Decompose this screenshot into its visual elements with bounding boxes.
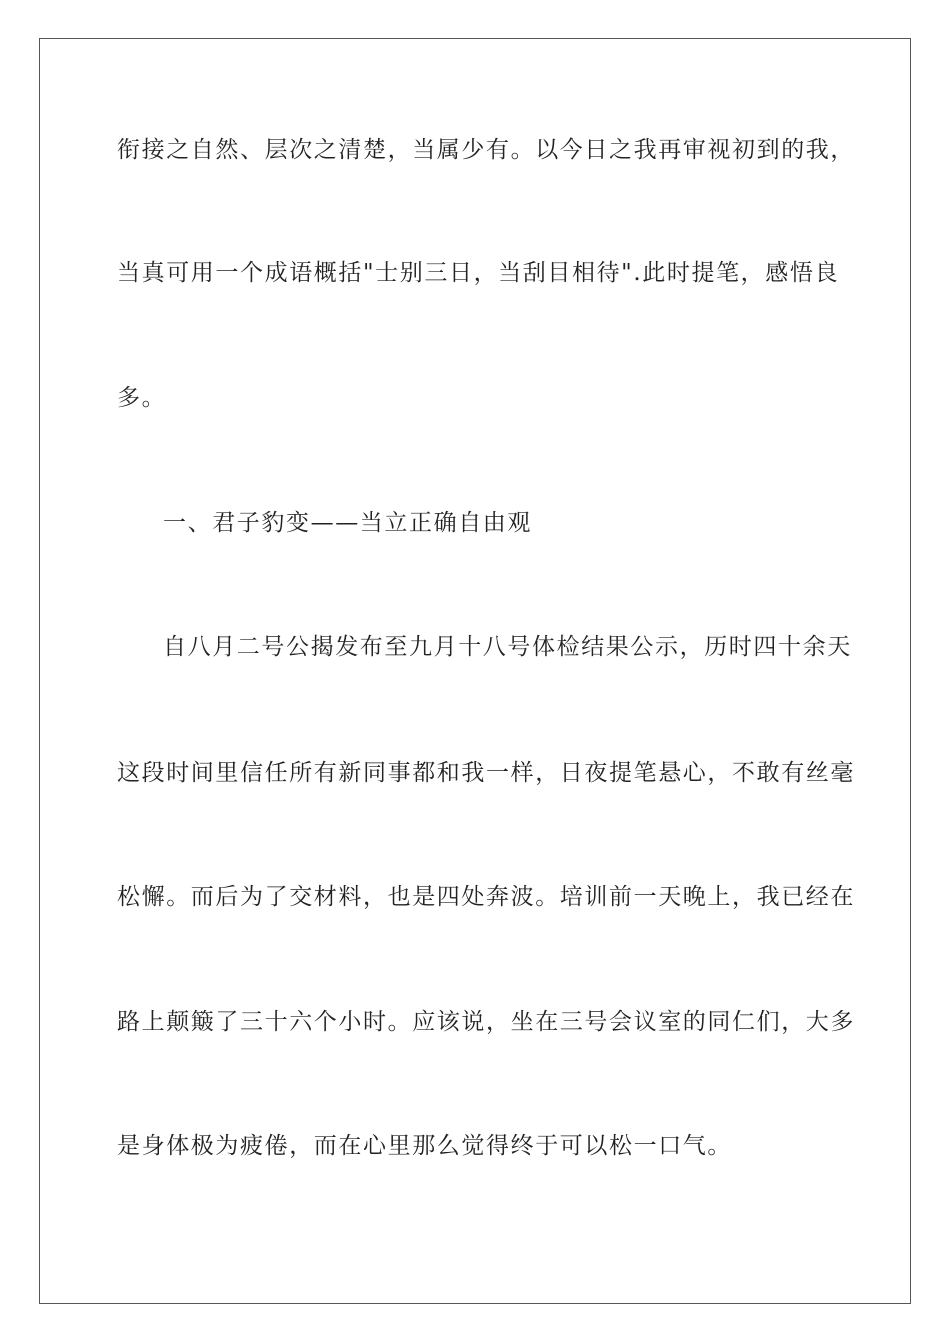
body-text-line: 衔接之自然、层次之清楚，当属少有。以今日之我再审视初到的我， bbox=[117, 137, 855, 163]
body-text-line: 是身体极为疲倦，而在心里那么觉得终于可以松一口气。 bbox=[117, 1133, 732, 1159]
page-border bbox=[39, 38, 911, 1304]
body-text-line: 路上颠簸了三十六个小时。应该说，坐在三号会议室的同仁们，大多 bbox=[117, 1009, 855, 1035]
body-text-line: 松懈。而后为了交材料，也是四处奔波。培训前一天晚上，我已经在 bbox=[117, 884, 855, 910]
paragraph-first-line: 自八月二号公揭发布至九月十八号体检结果公示，历时四十余天 bbox=[163, 634, 852, 660]
body-text-line: 当真可用一个成语概括"士别三日，当刮目相待".此时提笔，感悟良 bbox=[117, 260, 840, 286]
body-text-line: 多。 bbox=[117, 385, 167, 411]
body-text-line: 这段时间里信任所有新同事都和我一样，日夜提笔悬心，不敢有丝毫 bbox=[117, 760, 855, 786]
section-heading: 一、君子豹变——当立正确自由观 bbox=[163, 510, 532, 536]
